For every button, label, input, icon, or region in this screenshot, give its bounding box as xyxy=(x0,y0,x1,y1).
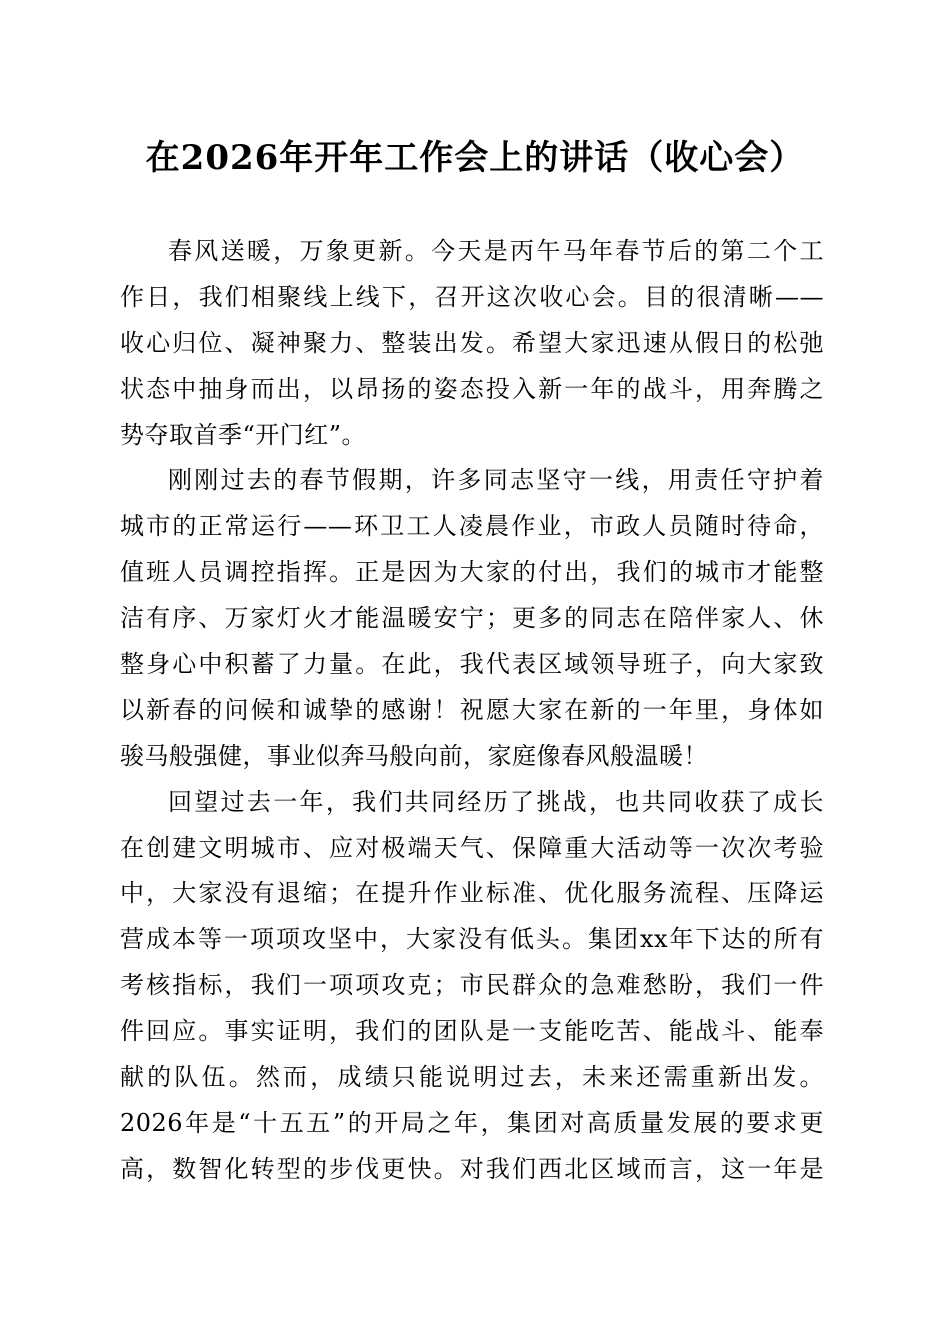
paragraph-line: 洁有序、万家灯火才能温暖安宁；更多的同志在陪伴家人、休 xyxy=(120,604,824,633)
paragraph-line: 作日，我们相聚线上线下，召开这次收心会。目的很清晰—— xyxy=(120,282,824,311)
document-title: 在2026年开年工作会上的讲话（收心会） xyxy=(145,138,805,178)
paragraph-line: 件回应。事实证明，我们的团队是一支能吃苦、能战斗、能奉 xyxy=(120,1017,824,1046)
paragraph-line: 以新春的问候和诚挚的感谢！祝愿大家在新的一年里，身体如 xyxy=(120,695,824,724)
paragraph-line: 2026年是“十五五”的开局之年，集团对高质量发展的要求更 xyxy=(120,1108,824,1137)
paragraph-line: 营成本等一项项攻坚中，大家没有低头。集团xx年下达的所有 xyxy=(120,925,824,954)
paragraph-line: 城市的正常运行——环卫工人凌晨作业，市政人员随时待命， xyxy=(120,512,824,541)
paragraph-line: 整身心中积蓄了力量。在此，我代表区域领导班子，向大家致 xyxy=(120,650,824,679)
paragraph-line: 高，数智化转型的步伐更快。对我们西北区域而言，这一年是 xyxy=(120,1154,824,1183)
paragraph-line: 刚刚过去的春节假期，许多同志坚守一线，用责任守护着 xyxy=(168,466,824,495)
paragraph-line: 中，大家没有退缩；在提升作业标准、优化服务流程、压降运 xyxy=(120,879,824,908)
paragraph-line: 状态中抽身而出，以昂扬的姿态投入新一年的战斗，用奔腾之 xyxy=(120,374,824,403)
paragraph-line: 势夺取首季“开门红”。 xyxy=(120,420,367,449)
paragraph-3 xyxy=(120,780,824,1193)
paragraph-line: 在创建文明城市、应对极端天气、保障重大活动等一次次考验 xyxy=(120,833,824,862)
paragraph-line: 回望过去一年，我们共同经历了挑战，也共同收获了成长 xyxy=(168,787,824,816)
paragraph-2 xyxy=(120,458,824,779)
document-body xyxy=(120,229,824,1193)
paragraph-line: 值班人员调控指挥。正是因为大家的付出，我们的城市才能整 xyxy=(120,558,824,587)
paragraph-line: 收心归位、凝神聚力、整装出发。希望大家迅速从假日的松弛 xyxy=(120,328,824,357)
paragraph-line: 考核指标，我们一项项攻克；市民群众的急难愁盼，我们一件 xyxy=(120,971,824,1000)
paragraph-1 xyxy=(120,229,824,458)
paragraph-line: 春风送暖，万象更新。今天是丙午马年春节后的第二个工 xyxy=(168,237,824,265)
paragraph-line: 骏马般强健，事业似奔马般向前，家庭像春风般温暖！ xyxy=(120,741,708,770)
paragraph-line: 献的队伍。然而，成绩只能说明过去，未来还需重新出发。 xyxy=(120,1063,824,1092)
